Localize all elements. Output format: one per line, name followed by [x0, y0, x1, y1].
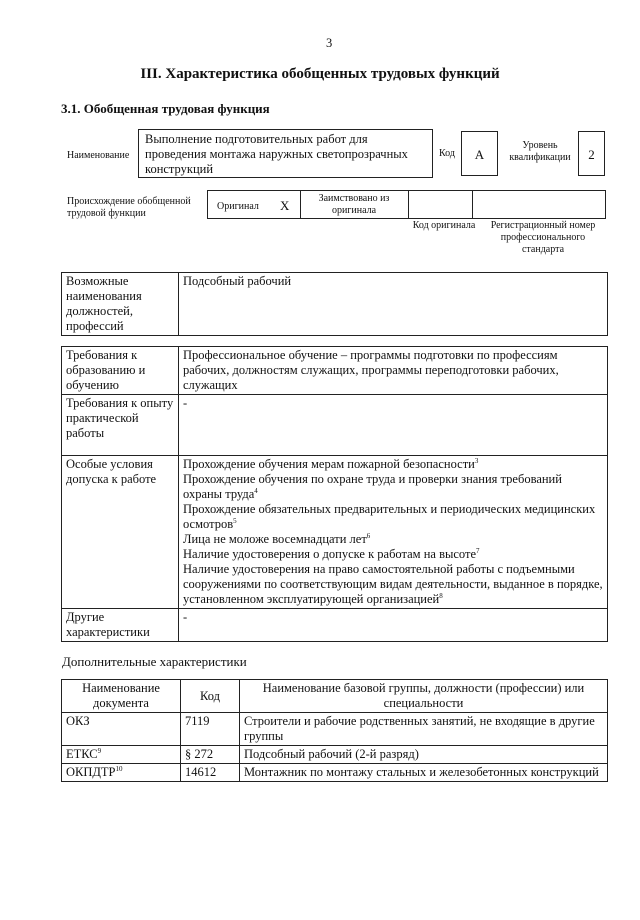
- code-cell: 14612: [181, 764, 240, 782]
- code-box: [461, 131, 498, 176]
- table-row: [62, 746, 608, 764]
- requirement-row: [62, 609, 608, 642]
- name-cell: Подсобный рабочий (2-й разряд): [240, 746, 608, 764]
- subsection-title: 3.1. Обобщенная трудовая функция: [61, 101, 270, 116]
- requirement-line: Прохождение обучения по охране труда и проверки знания требований охраны труда$^4$: [183, 472, 562, 501]
- requirement-line: Прохождение обязательных предварительных и периодических медицинских осмотров$^5$: [183, 502, 596, 531]
- name-label: Наименование: [67, 150, 130, 161]
- header-group-name: Наименование базовой группы, должности (профессии) или специальности: [240, 680, 608, 713]
- reg-number-caption: Регистрационный номер профессионального стандарта: [490, 220, 596, 255]
- requirement-row: [62, 456, 608, 609]
- origin-label: Происхождение обобщенной трудовой функции: [67, 196, 191, 219]
- code-value: А: [474, 147, 485, 162]
- positions-table: [61, 272, 608, 336]
- requirement-line: Прохождение обучения мерам пожарной безопасности$^3$: [183, 456, 479, 471]
- table-row: [62, 764, 608, 782]
- name-cell: Монтажник по монтажу стальных и железобетонных конструкций: [240, 764, 608, 782]
- requirement-label: Другие характеристики: [62, 609, 179, 642]
- code-cell: 7119: [181, 713, 240, 746]
- positions-label: Возможные наименования должностей, профессий: [62, 273, 179, 336]
- requirement-line: Наличие удостоверения на право самостоятельной работы с подъемными сооружениями по соответствующим видам деятельности, выданное в порядке, установленном эксплуатирующей организацией$^8$: [183, 562, 603, 606]
- additional-header-row: [62, 680, 608, 713]
- requirement-text: Профессиональное обучение – программы подготовки по профессиям рабочих, должностям служащих, программы переподготовки рабочих, служащих: [179, 347, 608, 395]
- header-code: Код: [181, 680, 240, 713]
- page-number: 3: [326, 36, 333, 50]
- requirement-label: Особые условия допуска к работе: [62, 456, 179, 609]
- section-title: III. Характеристика обобщенных трудовых функций: [140, 66, 500, 82]
- level-label: Уровень квалификации: [509, 140, 571, 163]
- doc-cell: ОКЗ: [62, 713, 181, 746]
- original-mark: Х: [280, 198, 290, 213]
- name-box: [138, 129, 433, 178]
- header-document: Наименование документа: [62, 680, 181, 713]
- positions-value: Подсобный рабочий: [179, 273, 608, 336]
- original-label: Оригинал: [217, 201, 259, 212]
- requirements-table: [61, 346, 608, 642]
- level-box: [578, 131, 605, 176]
- level-value: 2: [588, 147, 595, 162]
- requirement-text: -: [179, 395, 608, 456]
- code-original-caption: Код оригинала: [412, 220, 476, 231]
- function-name: Выполнение подготовительных работ для проведения монтажа наружных светопрозрачных конструкций: [145, 132, 408, 176]
- additional-title: Дополнительные характеристики: [62, 654, 247, 669]
- table-row: [62, 713, 608, 746]
- code-label: Код: [439, 148, 455, 159]
- requirement-label: Требования к образованию и обучению: [62, 347, 179, 395]
- code-cell: § 272: [181, 746, 240, 764]
- requirement-row: [62, 395, 608, 456]
- borrowed-label: Заимствовано из оригинала: [318, 193, 390, 216]
- requirement-line: Наличие удостоверения о допуске к работам на высоте$^7$: [183, 546, 480, 561]
- requirement-text: [179, 456, 608, 609]
- origin-box: [207, 190, 606, 219]
- requirement-row: [62, 347, 608, 395]
- additional-table: [61, 679, 608, 782]
- requirement-text: -: [179, 609, 608, 642]
- doc-cell: ЕТКС$^9$: [62, 746, 181, 764]
- name-cell: Строители и рабочие родственных занятий, не входящие в другие группы: [240, 713, 608, 746]
- requirement-label: Требования к опыту практической работы: [62, 395, 179, 456]
- requirement-line: Лица не моложе восемнадцати лет$^6$: [183, 531, 371, 546]
- doc-cell: ОКПДТР$^{10}$: [62, 764, 181, 782]
